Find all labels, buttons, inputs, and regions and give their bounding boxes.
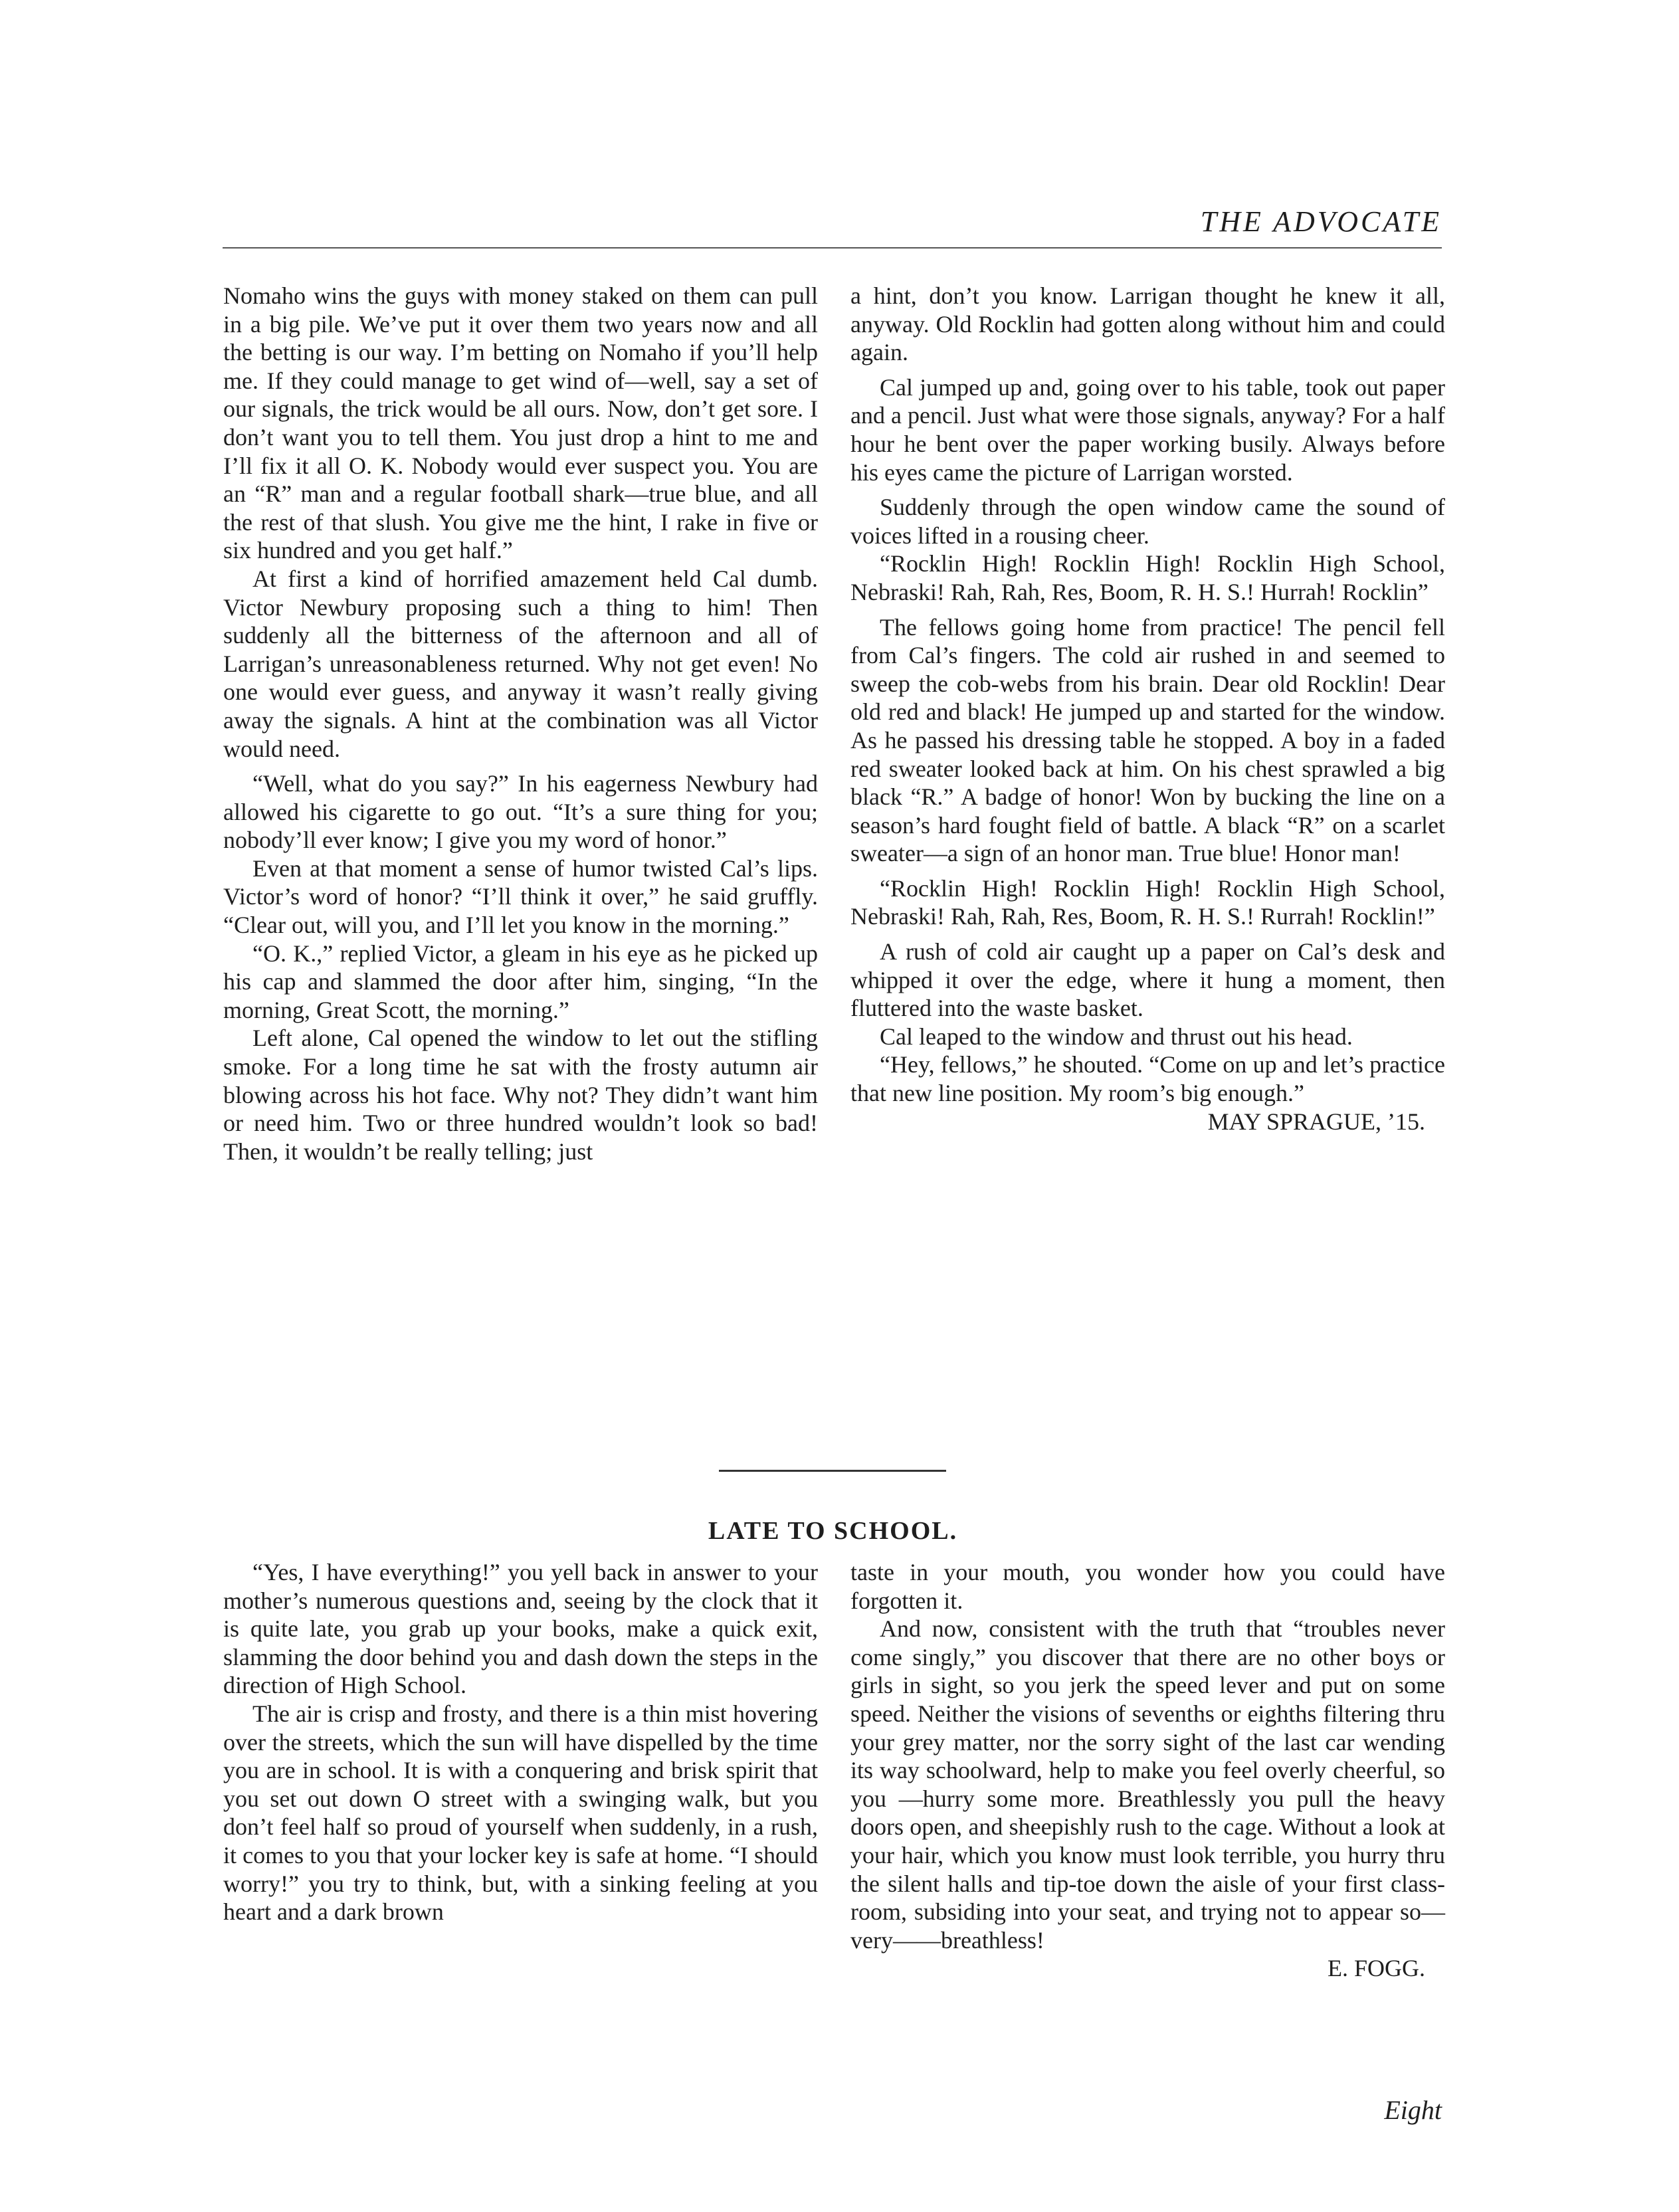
article-title: LATE TO SCHOOL. [708,1517,958,1545]
story2-right-column [850,1558,1445,1983]
paragraph: taste in your mouth, you wonder how you could have forgotten it. [850,1559,1445,1614]
paragraph: “Hey, fellows,” he shouted. “Come on up and let’s practice that new line position. My room’s big enough.” [850,1051,1445,1107]
paragraph: “O. K.,” replied Victor, a gleam in his eye as he picked up his cap and slammed the door after him, singing, “In the morning, Great Scott, the morning.” [223,940,818,1023]
paragraph: Even at that moment a sense of humor twisted Cal’s lips. Victor’s word of honor? “I’ll think it over,” he said gruffly. “Clear out, will you, and I’ll let you know in the morning.” [223,855,818,939]
paragraph: Cal jumped up and, going over to his table, took out paper and a pencil. Just what were those signals, anyway? For a half hour he bent over the paper working busily. Always before his eyes came the picture of Larrigan worsted. [850,373,1445,486]
paragraph: Nomaho wins the guys with money staked on them can pull in a big pile. We’ve put it over them two years now and all the betting is our way. I’m betting on Nomaho if you’ll help me. If they could manage to get wind of—well, say a set of our signals, the trick would be all ours. Now, don’t get sore. I don’t want you to tell them. You just drop a hint to me and I’ll fix it all O. K. Nobody would ever suspect you. You are an “R” man and a regular football shark—true blue, and all the rest of that slush. You give me the hint, I rake in five or six hundred and you get half.” [223,282,818,564]
page-number: Eight [1384,2095,1442,2125]
author-signature: E. FOGG. [1327,1955,1425,1982]
author-signature: MAY SPRAGUE, ’15. [1207,1108,1425,1135]
header-rule [223,247,1442,249]
paragraph: Cal leaped to the window and thrust out his head. [880,1023,1353,1050]
paragraph: The air is crisp and frosty, and there is a thin mist hovering over the streets, which the sun will have dispelled by the time you are in school. It is with a conquering and brisk spirit that you set out down O street with a swinging walk, but you don’t feel half so proud of yourself when suddenly, in a rush, it comes to you that your locker key is safe at home. “I should worry!” you try to think, but, with a sinking feeling at you heart and a dark brown [223,1700,818,1926]
paragraph: “Rocklin High! Rocklin High! Rocklin High School, Nebraski! Rah, Rah, Res, Boom, R. H. S.! Rurrah! Rocklin!” [850,874,1445,930]
running-header: THE ADVOCATE [1200,205,1442,238]
paragraph: A rush of cold air caught up a paper on Cal’s desk and whipped it over the edge, where it hung a moment, then fluttered into the waste basket. [850,938,1445,1022]
paragraph: Suddenly through the open window came the sound of voices lifted in a rousing cheer. [850,494,1445,549]
paragraph: Left alone, Cal opened the window to let out the stifling smoke. For a long time he sat with the frosty autumn air blowing across his hot face. Why not? They didn’t want him or need him. Two or three hundred wouldn’t look so bad! Then, it wouldn’t be really telling; just [223,1025,818,1165]
paragraph: At first a kind of horrified amazement held Cal dumb. Victor Newbury proposing such a thing to him! Then suddenly all the bitterness of the afternoon and all of Larrigan’s unreasonableness returned. Why not get even! No one would ever guess, and anyway it wasn’t really giving away the signals. A hint at the combination was all Victor would need. [223,565,818,762]
story1-left-column [223,282,818,1165]
paragraph: a hint, don’t you know. Larrigan thought he knew it all, anyway. Old Rocklin had gotten along without him and could again. [850,282,1445,366]
story1-right-column [850,282,1445,1136]
paragraph: And now, consistent with the truth that “troubles never come singly,” you discover that there are no other boys or girls in sight, so you jerk the speed lever and put on some speed. Neither the visions of sevenths or eighths filtering thru your grey matter, nor the sorry sight of the last car wending its way schoolward, help to make you feel overly cheerful, so you —hurry some more. Breathlessly you pull the heavy doors open, and sheepishly rush to the cage. Without a look at your hair, which you know must look terrible, you hurry thru the silent halls and tip-toe down the aisle of your first class-room, subsiding into your seat, and trying not to appear so—very——breathless! [850,1615,1445,1954]
paragraph: “Yes, I have everything!” you yell back in answer to your mother’s numerous questions and, seeing by the clock that it is quite late, you grab up your books, make a quick exit, slamming the door behind you and dash down the steps in the direction of High School. [223,1559,818,1699]
story2-left-column [223,1558,818,1926]
paragraph: “Well, what do you say?” In his eagerness Newbury had allowed his cigarette to go out. “It’s a sure thing for you; nobody’ll ever know; I give you my word of honor.” [223,770,818,854]
paragraph: “Rocklin High! Rocklin High! Rocklin High School, Nebraski! Rah, Rah, Res, Boom, R. H. S.! Hurrah! Rocklin” [850,550,1445,605]
section-divider [719,1470,946,1472]
paragraph: The fellows going home from practice! The pencil fell from Cal’s fingers. The cold air rushed in and seemed to sweep the cob-webs from his brain. Dear old Rocklin! Dear old red and black! He jumped up and started for the window. As he passed his dressing table he stopped. A boy in a faded red sweater looked back at him. On his chest sprawled a big black “R.” A badge of honor! Won by bucking the line on a season’s hard fought field of battle. A black “R” on a scarlet sweater—a sign of an honor man. True blue! Honor man! [850,613,1445,867]
